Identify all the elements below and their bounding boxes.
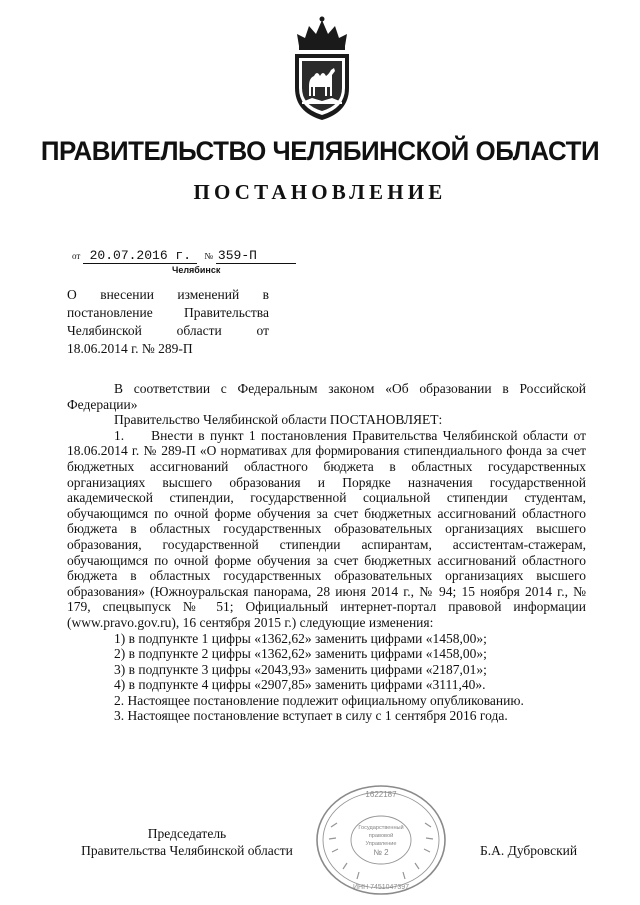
government-title: ПРАВИТЕЛЬСТВО ЧЕЛЯБИНСКОЙ ОБЛАСТИ [40, 136, 600, 166]
signatory-name: Б.А. Дубровский [480, 843, 578, 858]
subitem-3: 3) в подпункте 3 цифры «2043,93» заменить цифрами «2187,01»; [114, 661, 487, 677]
intro-paragraph: В соответствии с Федеральным законом «Об образовании в Российской Федерации» [67, 381, 586, 412]
seal-line-1: Государственный [358, 825, 404, 831]
seal-line-2: правовой [368, 833, 394, 839]
item-1: 1. Внести в пункт 1 постановления Правительства Челябинской области от 18.06.2014 г. № 289-П «О нормативах для формирования стипендиального фонда за счет бюджетных ассигнований областного бюджета в областных государственных организациях высшего образования и Порядке назначения государственной академической стипендии, государственной социальной стипендии студентам, обучающимся по очной форме обучения за счет бюджетных ассигнований областного бюджета в областных государственных образовательных организациях высшего образования, государственной стипендии аспирантам, ассистентам-стажерам, обучающимся по очной форме обучения за счет бюджетных ассигнований областного бюджета в областных государственных образовательных организациях высшего образования» (Южноуральская панорама, 28 июня 2014 г., № 94; 15 ноября 2014 г., № 179, спецвыпуск № 51; Официальный интернет-портал правовой информации (www.pravo.gov.ru), 16 сентября 2015 г.) следующие изменения: [67, 427, 586, 630]
seal-ring-top: 1622187 [365, 790, 397, 799]
document-body [67, 381, 586, 724]
official-seal [313, 783, 449, 897]
subitem-4: 4) в подпункте 4 цифры «2907,85» заменить цифрами «3111,40». [114, 677, 486, 693]
document-date: 20.07.2016 г. [83, 248, 197, 264]
seal-line-4: № 2 [373, 848, 389, 857]
document-meta [72, 248, 296, 264]
signatory-role [68, 825, 306, 859]
document-subject: О внесении изменений в постановление Правительства Челябинской области от 18.06.2014 г. № 289-П [67, 287, 269, 356]
seal-line-3: Управление [365, 841, 397, 847]
number-label: № [204, 251, 213, 261]
date-label: от [72, 251, 81, 261]
document-city: Челябинск [172, 265, 221, 275]
subitem-2: 2) в подпункте 2 цифры «1362,62» заменить цифрами «1458,00»; [114, 646, 487, 662]
signatory-role-line2: Правительства Челябинской области [81, 843, 293, 858]
document-number: 359-П [216, 248, 296, 264]
seal-ring-bottom: ИНН 7451047397 [352, 884, 410, 891]
document-type: ПОСТАНОВЛЕНИЕ [193, 180, 447, 204]
subitem-1: 1) в подпункте 1 цифры «1362,62» заменить цифрами «1458,00»; [114, 630, 487, 646]
item-2: 2. Настоящее постановление подлежит официальному опубликованию. [114, 692, 524, 708]
signatory-role-line1: Председатель [147, 826, 227, 841]
resolution-line: Правительство Челябинской области ПОСТАНОВЛЯЕТ: [114, 412, 443, 428]
coat-of-arms-icon [287, 16, 357, 122]
item-3: 3. Настоящее постановление вступает в силу с 1 сентября 2016 года. [114, 708, 508, 724]
